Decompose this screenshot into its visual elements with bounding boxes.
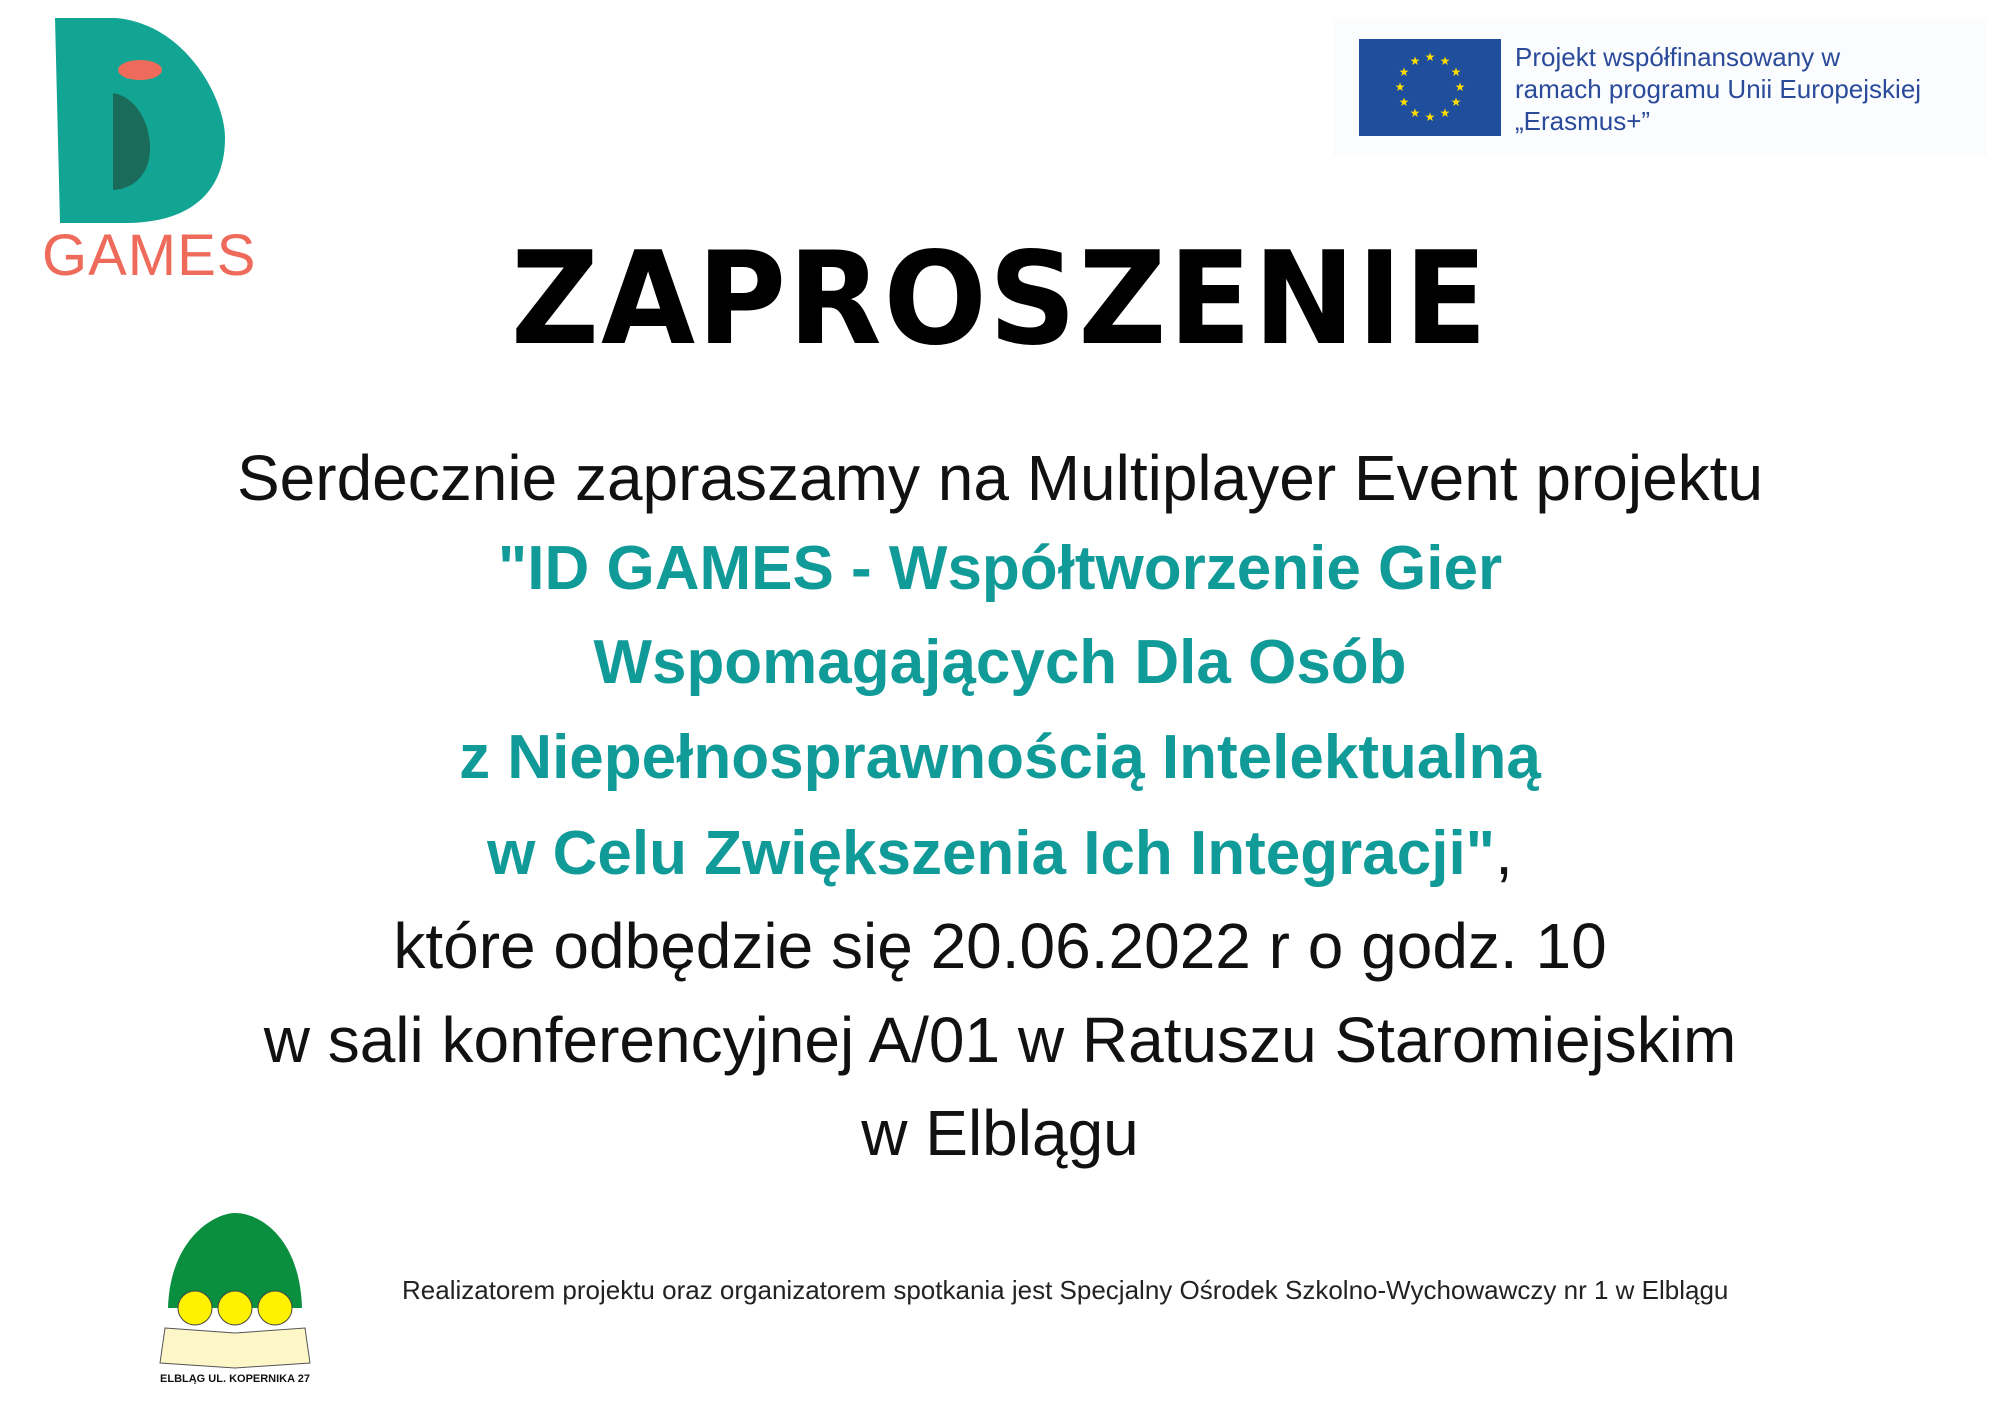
eu-line: „Erasmus+” xyxy=(1515,106,1651,136)
city-line: w Elblągu xyxy=(861,1097,1139,1169)
project-title-line: w Celu Zwiększenia Ich Integracji" xyxy=(487,819,1496,888)
svg-text:★: ★ xyxy=(1409,106,1421,120)
svg-text:★: ★ xyxy=(1450,65,1462,79)
project-title-line: z Niepełnosprawnością Intelektualną xyxy=(459,723,1541,792)
svg-text:★: ★ xyxy=(1398,65,1410,79)
eu-cofinancing-banner xyxy=(1333,19,1987,156)
date-line: które odbędzie się 20.06.2022 r o godz. 10 xyxy=(393,910,1607,982)
svg-text:★: ★ xyxy=(1454,80,1466,94)
eu-banner-text xyxy=(1515,41,1921,137)
svg-text:★: ★ xyxy=(1409,54,1421,68)
svg-text:★: ★ xyxy=(1424,50,1436,64)
svg-text:★: ★ xyxy=(1424,110,1436,124)
page-title: ZAPROSZENIE xyxy=(510,225,1490,374)
svg-text:★: ★ xyxy=(1439,54,1451,68)
school-logo-icon xyxy=(140,1198,330,1384)
place-line: w sali konferencyjnej A/01 w Ratuszu Staromiejskim xyxy=(263,1004,1737,1076)
project-title-last-line xyxy=(0,812,2000,894)
games-logo-text: GAMES xyxy=(42,223,257,288)
project-title-line: Wspomagających Dla Osób xyxy=(593,628,1407,697)
eu-line: Projekt współfinansowany w xyxy=(1515,42,1841,72)
comma: , xyxy=(1495,816,1513,888)
footer-note: Realizatorem projektu oraz organizatorem spotkania jest Specjalny Ośrodek Szkolno-Wychowawczy nr 1 w Elblągu xyxy=(402,1275,1729,1305)
svg-text:★: ★ xyxy=(1450,95,1462,109)
eu-flag-icon xyxy=(1359,39,1501,136)
svg-text:★: ★ xyxy=(1398,95,1410,109)
eu-line: ramach programu Unii Europejskiej xyxy=(1515,74,1922,104)
project-title-line: "ID GAMES - Współtworzenie Gier xyxy=(497,534,1503,603)
svg-text:★: ★ xyxy=(1439,106,1451,120)
intro-line: Serdecznie zapraszamy na Multiplayer Event projektu xyxy=(236,442,1764,514)
school-logo-text: ELBLĄG UL. KOPERNIKA 27 xyxy=(160,1373,310,1384)
svg-text:★: ★ xyxy=(1394,80,1406,94)
